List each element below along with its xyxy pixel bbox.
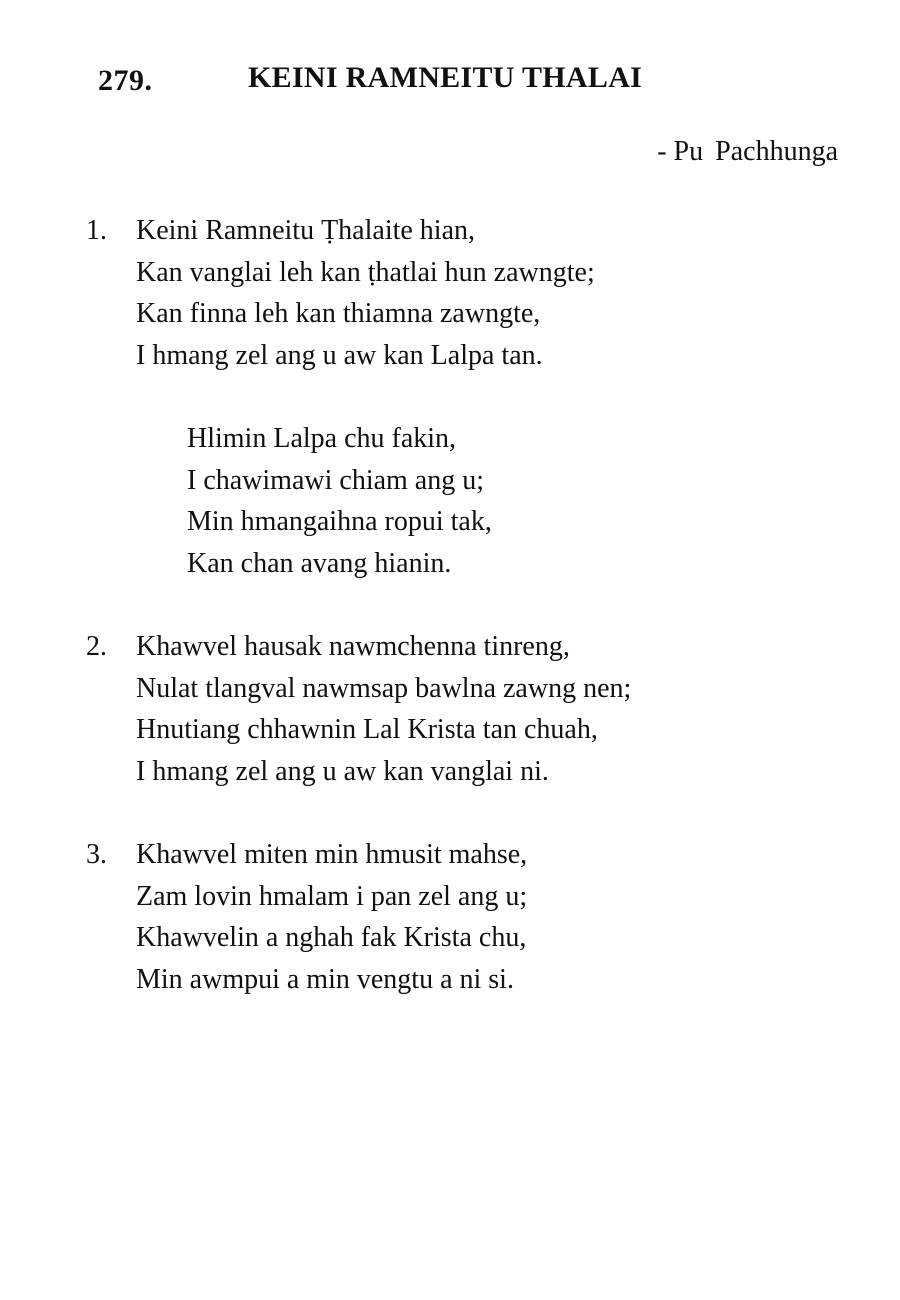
verse-number: 3. xyxy=(86,839,107,870)
verse-lines xyxy=(136,626,631,792)
verse-line: Nulat tlangval nawmsap bawlna zawng nen; xyxy=(136,672,632,704)
hymn-number: 279. xyxy=(98,64,153,97)
verse-lines xyxy=(136,834,527,1000)
chorus-line: Min hmangaihna ropui tak, xyxy=(187,506,492,538)
verse-number: 2. xyxy=(86,631,107,662)
author-name: Pachhunga xyxy=(715,136,838,167)
verse-line: Kan vanglai leh kan ṭhatlai hun zawngte; xyxy=(136,256,595,288)
chorus-lines xyxy=(187,418,492,584)
verse-line: Hnutiang chhawnin Lal Krista tan chuah, xyxy=(136,714,598,746)
author xyxy=(657,136,838,168)
verse-line: I hmang zel ang u aw kan vanglai ni. xyxy=(136,755,549,787)
verse-number: 1. xyxy=(86,215,107,246)
verse-line: Zam lovin hmalam i pan zel ang u; xyxy=(136,880,528,912)
verse-line: Khawvel hausak nawmchenna tinreng, xyxy=(136,631,570,662)
hymn-title: KEINI RAMNEITU THALAI xyxy=(248,61,643,94)
verse-line: Khawvel miten min hmusit mahse, xyxy=(136,839,528,870)
chorus-line: Hlimin Lalpa chu fakin, xyxy=(187,423,457,454)
verse-line: Kan finna leh kan thiamna zawngte, xyxy=(136,298,541,330)
verse-lines xyxy=(136,210,595,376)
chorus-line: I chawimawi chiam ang u; xyxy=(187,464,485,496)
verse-line: I hmang zel ang u aw kan Lalpa tan. xyxy=(136,339,543,371)
author-prefix: - Pu xyxy=(657,136,704,167)
verse-line: Min awmpui a min vengtu a ni si. xyxy=(136,963,514,995)
verse-line: Keini Ramneitu Ṭhalaite hian, xyxy=(136,215,476,246)
verse-line: Khawvelin a nghah fak Krista chu, xyxy=(136,922,527,954)
chorus-line: Kan chan avang hianin. xyxy=(187,547,452,579)
